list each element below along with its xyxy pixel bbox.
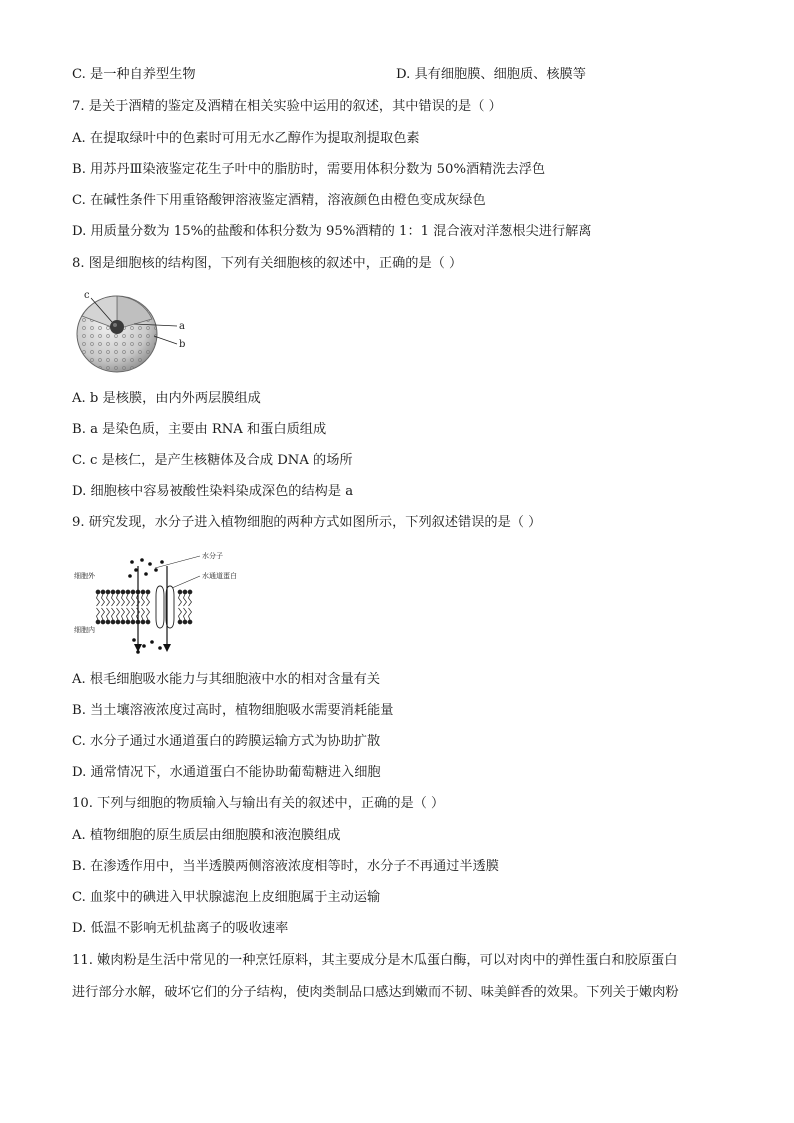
q8-option-d: D. 细胞核中容易被酸性染料染成深色的结构是 a (72, 484, 354, 499)
q7-option-b: B. 用苏丹Ⅲ染液鉴定花生子叶中的脂肪时，需要用体积分数为 50%酒精洗去浮色 (72, 162, 546, 177)
q7-stem: 7. 是关于酒精的鉴定及酒精在相关实验中运用的叙述，其中错误的是（ ） (72, 99, 502, 114)
label-channel: 水通道蛋白 (202, 572, 237, 580)
q9-option-d: D. 通常情况下，水通道蛋白不能协助葡萄糖进入细胞 (72, 765, 381, 780)
label-outside: 细胞外 (74, 572, 95, 580)
q7-option-d: D. 用质量分数为 15%的盐酸和体积分数为 95%酒精的 1：1 混合液对洋葱根尖进行解离 (72, 224, 592, 239)
q11-stem-line1: 11. 嫩肉粉是生活中常见的一种烹饪原料，其主要成分是木瓜蛋白酶，可以对肉中的弹性蛋白和胶原蛋白 (72, 953, 678, 968)
q9-option-a: A. 根毛细胞吸水能力与其细胞液中水的相对含量有关 (72, 672, 381, 687)
q10-option-a: A. 植物细胞的原生质层由细胞膜和液泡膜组成 (72, 828, 341, 843)
q9-stem: 9. 研究发现，水分子进入植物细胞的两种方式如图所示，下列叙述错误的是（ ） (72, 515, 542, 530)
q8-option-c: C. c 是核仁，是产生核糖体及合成 DNA 的场所 (72, 453, 353, 468)
q10-option-c: C. 血浆中的碘进入甲状腺滤泡上皮细胞属于主动运输 (72, 890, 381, 905)
label-a: a (179, 321, 185, 332)
label-c: c (84, 290, 90, 301)
label-inside: 细胞内 (74, 626, 95, 634)
q10-option-b: B. 在渗透作用中，当半透膜两侧溶液浓度相等时，水分子不再通过半透膜 (72, 859, 499, 874)
nucleolus-shape (110, 320, 124, 334)
q8-stem: 8. 图是细胞核的结构图，下列有关细胞核的叙述中，正确的是（ ） (72, 256, 463, 271)
label-water: 水分子 (202, 552, 223, 560)
q7-option-a: A. 在提取绿叶中的色素时可用无水乙醇作为提取剂提取色素 (72, 131, 420, 146)
q6-option-d: D. 具有细胞膜、细胞质、核膜等 (396, 67, 586, 82)
water-transport-figure (72, 548, 262, 658)
q11-stem-line2: 进行部分水解，破坏它们的分子结构，使肉类制品口感达到嫩而不韧、味美鲜香的效果。下列关于嫩肉粉 (72, 985, 679, 1000)
nucleus-structure-figure (72, 284, 202, 384)
channel-protein-left (156, 586, 164, 628)
q10-option-d: D. 低温不影响无机盐离子的吸收速率 (72, 921, 289, 936)
label-b: b (179, 339, 186, 350)
q8-option-b: B. a 是染色质，主要由 RNA 和蛋白质组成 (72, 422, 327, 437)
phospholipid-bilayer (96, 590, 192, 624)
q9-option-c: C. 水分子通过水通道蛋白的跨膜运输方式为协助扩散 (72, 734, 381, 749)
q6-option-c: C. 是一种自养型生物 (72, 67, 196, 82)
q8-option-a: A. b 是核膜，由内外两层膜组成 (72, 391, 261, 406)
q9-option-b: B. 当土壤溶液浓度过高时，植物细胞吸水需要消耗能量 (72, 703, 394, 718)
q7-option-c: C. 在碱性条件下用重铬酸钾溶液鉴定酒精，溶液颜色由橙色变成灰绿色 (72, 193, 486, 208)
q10-stem: 10. 下列与细胞的物质输入与输出有关的叙述中，正确的是（ ） (72, 796, 445, 811)
